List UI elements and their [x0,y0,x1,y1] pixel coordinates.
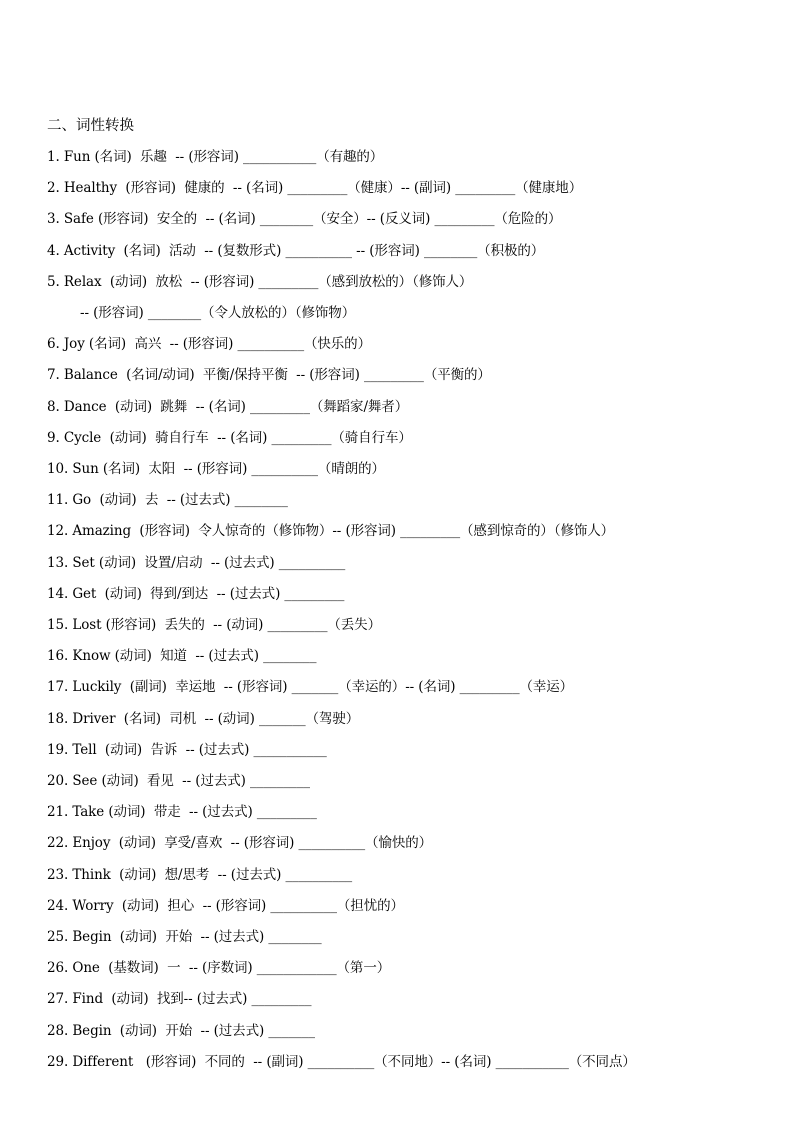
exercise-line-16: 16. Know (动词) 知道 -- (过去式) ________ [47,648,317,664]
exercise-line-26: 26. One (基数词) 一 -- (序数词) ____________（第一） [47,960,391,976]
section-title: 二、词性转换 [47,118,134,134]
exercise-line-2: 2. Healthy (形容词) 健康的 -- (名词) _________（健康）-- (副词) _________（健康地） [47,180,583,196]
exercise-line-5: 5. Relax (动词) 放松 -- (形容词) _________（感到放松的）（修饰人） [47,274,473,290]
exercise-line-11: 11. Go (动词) 去 -- (过去式) ________ [47,492,288,508]
exercise-line-27: 27. Find (动词) 找到-- (过去式) _________ [47,991,312,1007]
exercise-line-9: 9. Cycle (动词) 骑自行车 -- (名词) _________（骑自行车） [47,430,412,446]
exercise-line-29: 29. Different (形容词) 不同的 -- (副词) __________（不同地）-- (名词) ___________（不同点） [47,1054,636,1070]
exercise-line-8: 8. Dance (动词) 跳舞 -- (名词) _________（舞蹈家/舞者） [47,399,409,415]
exercise-line-15: 15. Lost (形容词) 丢失的 -- (动词) _________（丢失） [47,617,381,633]
exercise-line-23: 23. Think (动词) 想/思考 -- (过去式) __________ [47,867,353,883]
exercise-line-14: 14. Get (动词) 得到/到达 -- (过去式) _________ [47,586,345,602]
exercise-line-17: 17. Luckily (副词) 幸运地 -- (形容词) _______（幸运的）-- (名词) _________（幸运） [47,679,574,695]
exercise-line-21: 21. Take (动词) 带走 -- (过去式) _________ [47,804,317,820]
exercise-line-7: 7. Balance (名词/动词) 平衡/保持平衡 -- (形容词) _________（平衡的） [47,367,491,383]
exercise-line-19: 19. Tell (动词) 告诉 -- (过去式) ___________ [47,742,327,758]
exercise-line-22: 22. Enjoy (动词) 享受/喜欢 -- (形容词) __________（愉快的） [47,835,433,851]
exercise-line-24: 24. Worry (动词) 担心 -- (形容词) __________（担忧的） [47,898,404,914]
exercise-line-18: 18. Driver (名词) 司机 -- (动词) _______（驾驶） [47,711,360,727]
exercise-line-13: 13. Set (动词) 设置/启动 -- (过去式) __________ [47,555,346,571]
exercise-line-6: 6. Joy (名词) 高兴 -- (形容词) __________（快乐的） [47,336,371,352]
exercise-line-25: 25. Begin (动词) 开始 -- (过去式) ________ [47,929,322,945]
exercise-line-20: 20. See (动词) 看见 -- (过去式) _________ [47,773,310,789]
exercise-line-4: 4. Activity (名词) 活动 -- (复数形式) __________ -- (形容词) ________（积极的） [47,243,545,259]
exercise-line-28: 28. Begin (动词) 开始 -- (过去式) _______ [47,1023,315,1039]
exercise-line-1: 1. Fun (名词) 乐趣 -- (形容词) ___________（有趣的） [47,149,384,165]
exercise-line-5-continued: -- (形容词) ________（令人放松的）（修饰物） [80,305,356,321]
exercise-line-3: 3. Safe (形容词) 安全的 -- (名词) ________（安全）-- (反义词) _________（危险的） [47,211,562,227]
exercise-line-10: 10. Sun (名词) 太阳 -- (形容词) __________（晴朗的） [47,461,385,477]
exercise-line-12: 12. Amazing (形容词) 令人惊奇的（修饰物）-- (形容词) _________（感到惊奇的）（修饰人） [47,523,615,539]
